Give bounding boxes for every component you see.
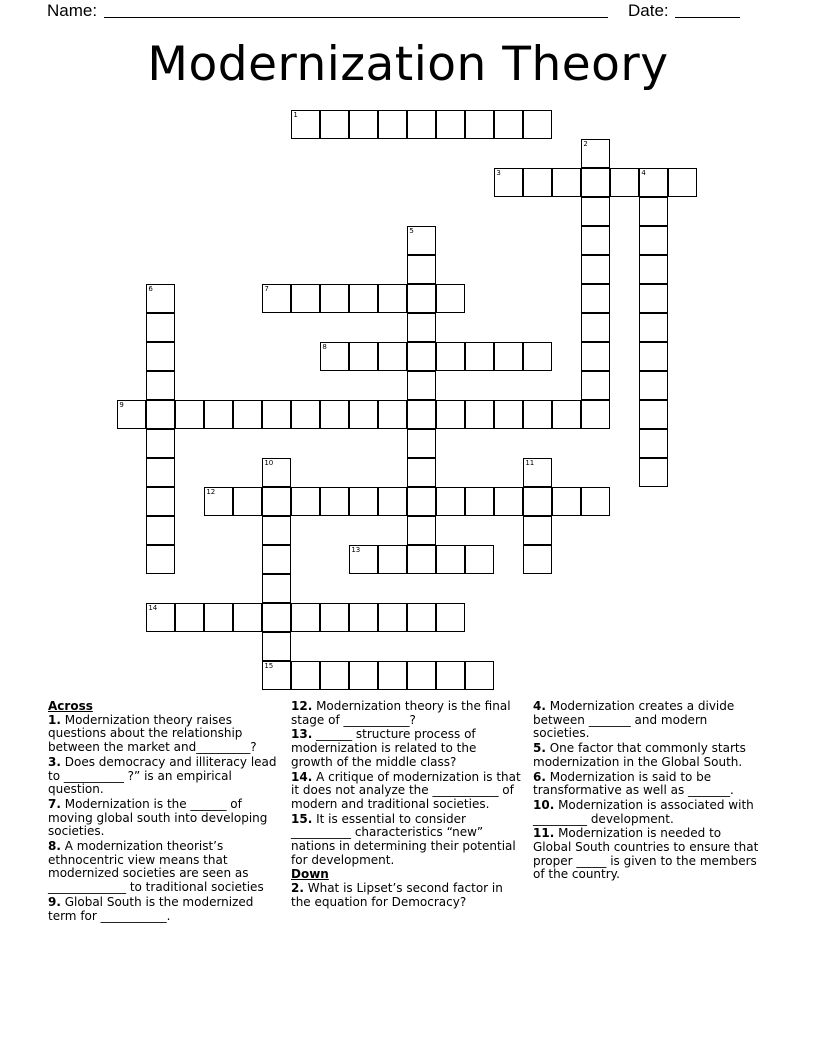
grid-cell[interactable]	[407, 545, 436, 574]
grid-cell[interactable]	[291, 110, 320, 139]
grid-cell[interactable]	[378, 400, 407, 429]
clue-item	[533, 742, 763, 769]
grid-cell[interactable]	[262, 487, 291, 516]
grid-cell[interactable]	[436, 110, 465, 139]
cell-number: 10	[264, 459, 274, 468]
grid-cell[interactable]	[494, 400, 523, 429]
clue-number: 6.	[533, 769, 546, 784]
clue-number: 15.	[291, 811, 313, 826]
grid-cell[interactable]	[146, 516, 175, 545]
clue-item	[533, 827, 763, 882]
clue-number: 14.	[291, 769, 313, 784]
clue-text: It is essential to consider __________ characteristics “new” nations in determining their potential for development.	[291, 811, 516, 867]
grid-cell[interactable]	[262, 516, 291, 545]
grid-cell[interactable]	[639, 284, 668, 313]
date-label: Date:	[628, 1, 669, 20]
grid-cell[interactable]	[436, 342, 465, 371]
grid-cell[interactable]	[668, 168, 697, 197]
grid-cell[interactable]	[465, 487, 494, 516]
grid-cell[interactable]	[581, 487, 610, 516]
grid-cell[interactable]	[349, 284, 378, 313]
grid-cell[interactable]	[639, 168, 668, 197]
clue-item	[48, 896, 283, 923]
grid-cell[interactable]	[639, 197, 668, 226]
grid-cell[interactable]	[378, 487, 407, 516]
cell-number: 4	[641, 169, 646, 178]
cell-number: 6	[148, 285, 153, 294]
cell-number: 13	[351, 546, 361, 555]
grid-cell[interactable]	[407, 400, 436, 429]
cell-number: 2	[583, 140, 588, 149]
clue-number: 12.	[291, 699, 313, 713]
grid-cell[interactable]	[146, 342, 175, 371]
grid-cell[interactable]	[436, 603, 465, 632]
across-heading: Across	[48, 699, 93, 713]
clue-text: What is Lipset’s second factor in the equation for Democracy?	[291, 881, 503, 909]
grid-cell[interactable]	[407, 487, 436, 516]
grid-cell[interactable]	[349, 545, 378, 574]
grid-cell[interactable]	[233, 400, 262, 429]
clue-text: ______ structure process of modernization is related to the growth of the middle class?	[291, 727, 477, 769]
clue-text: A critique of modernization is that it does not analyze the ___________ of modern and traditional societies.	[291, 769, 521, 811]
grid-cell[interactable]	[320, 603, 349, 632]
clue-item	[291, 882, 521, 909]
grid-cell[interactable]	[378, 110, 407, 139]
grid-cell[interactable]	[436, 487, 465, 516]
grid-cell[interactable]	[465, 545, 494, 574]
grid-cell[interactable]	[320, 661, 349, 690]
grid-cell[interactable]	[639, 400, 668, 429]
grid-cell[interactable]	[262, 458, 291, 487]
grid-cell[interactable]	[378, 661, 407, 690]
grid-cell[interactable]	[117, 400, 146, 429]
grid-cell[interactable]	[291, 487, 320, 516]
cell-number: 1	[293, 111, 298, 120]
grid-cell[interactable]	[407, 371, 436, 400]
cell-number: 14	[148, 604, 158, 613]
clue-item	[533, 771, 763, 798]
grid-cell[interactable]	[407, 255, 436, 284]
cell-number: 12	[206, 488, 216, 497]
grid-cell[interactable]	[146, 429, 175, 458]
grid-cell[interactable]	[407, 110, 436, 139]
clue-item	[291, 771, 521, 812]
clue-item	[48, 798, 283, 839]
grid-cell[interactable]	[552, 487, 581, 516]
clue-text: Modernization is associated with _________ development.	[533, 797, 754, 826]
clues-column-1	[48, 700, 283, 924]
grid-cell[interactable]	[407, 516, 436, 545]
name-label: Name:	[47, 1, 98, 20]
grid-cell[interactable]	[146, 313, 175, 342]
grid-cell[interactable]	[349, 487, 378, 516]
grid-cell[interactable]	[349, 400, 378, 429]
grid-cell[interactable]	[378, 342, 407, 371]
grid-cell[interactable]	[465, 110, 494, 139]
grid-cell[interactable]	[494, 168, 523, 197]
grid-cell[interactable]	[262, 632, 291, 661]
grid-cell[interactable]	[552, 400, 581, 429]
clue-number: 10.	[533, 797, 555, 812]
grid-cell[interactable]	[378, 545, 407, 574]
grid-cell[interactable]	[465, 661, 494, 690]
cell-number: 3	[496, 169, 501, 178]
grid-cell[interactable]	[378, 603, 407, 632]
grid-cell[interactable]	[233, 487, 262, 516]
grid-cell[interactable]	[407, 284, 436, 313]
cell-number: 9	[119, 401, 124, 410]
clue-text: Modernization creates a divide between _______ and modern societies.	[533, 699, 735, 741]
clue-text: A modernization theorist’s ethnocentric view means that modernized societies are seen as _____________ to traditional societies	[48, 839, 264, 895]
clue-item	[291, 728, 521, 769]
grid-cell[interactable]	[639, 226, 668, 255]
grid-cell[interactable]	[581, 400, 610, 429]
grid-cell[interactable]	[407, 342, 436, 371]
clue-text: Modernization is the ______ of moving global south into developing societies.	[48, 796, 268, 839]
cell-number: 7	[264, 285, 269, 294]
grid-cell[interactable]	[146, 545, 175, 574]
grid-cell[interactable]	[407, 313, 436, 342]
clue-item	[291, 813, 521, 868]
grid-cell[interactable]	[494, 342, 523, 371]
grid-cell[interactable]	[291, 661, 320, 690]
grid-cell[interactable]	[581, 371, 610, 400]
clue-text: Modernization is said to be transformative as well as _______.	[533, 769, 734, 798]
grid-cell[interactable]	[378, 284, 407, 313]
grid-cell[interactable]	[436, 284, 465, 313]
grid-cell[interactable]	[262, 400, 291, 429]
grid-cell[interactable]	[436, 661, 465, 690]
grid-cell[interactable]	[639, 342, 668, 371]
grid-cell[interactable]	[639, 371, 668, 400]
grid-cell[interactable]	[262, 661, 291, 690]
clue-text: Does democracy and illiteracy lead to __________ ?” is an empirical question.	[48, 754, 277, 797]
grid-cell[interactable]	[581, 255, 610, 284]
grid-cell[interactable]	[146, 284, 175, 313]
grid-cell[interactable]	[349, 603, 378, 632]
clue-item	[48, 840, 283, 895]
grid-cell[interactable]	[436, 545, 465, 574]
grid-cell[interactable]	[320, 342, 349, 371]
grid-cell[interactable]	[436, 400, 465, 429]
clue-text: Global South is the modernized term for ___________.	[48, 894, 254, 923]
grid-cell[interactable]	[639, 313, 668, 342]
clue-number: 5.	[533, 741, 546, 756]
clue-item	[48, 756, 283, 797]
grid-cell[interactable]	[523, 168, 552, 197]
grid-cell[interactable]	[146, 603, 175, 632]
grid-cell[interactable]	[581, 168, 610, 197]
clues-column-2	[291, 700, 521, 911]
clue-item	[291, 700, 521, 727]
grid-cell[interactable]	[233, 603, 262, 632]
grid-cell[interactable]	[581, 284, 610, 313]
grid-cell[interactable]	[581, 313, 610, 342]
clue-number: 1.	[48, 712, 61, 727]
grid-cell[interactable]	[523, 110, 552, 139]
clue-number: 9.	[48, 894, 61, 909]
grid-cell[interactable]	[146, 487, 175, 516]
grid-cell[interactable]	[291, 284, 320, 313]
clue-number: 4.	[533, 699, 546, 713]
grid-cell[interactable]	[175, 603, 204, 632]
grid-cell[interactable]	[465, 400, 494, 429]
clue-text: Modernization theory is the final stage of ___________?	[291, 699, 511, 727]
clue-number: 7.	[48, 796, 61, 811]
grid-cell[interactable]	[610, 168, 639, 197]
grid-cell[interactable]	[146, 400, 175, 429]
grid-cell[interactable]	[581, 226, 610, 255]
grid-cell[interactable]	[262, 545, 291, 574]
clue-item	[533, 700, 763, 741]
clue-text: One factor that commonly starts modernization in the Global South.	[533, 741, 746, 769]
grid-cell[interactable]	[407, 458, 436, 487]
grid-cell[interactable]	[639, 255, 668, 284]
clue-text: Modernization theory raises questions about the relationship between the market and_________?	[48, 712, 257, 755]
grid-cell[interactable]	[320, 487, 349, 516]
grid-cell[interactable]	[320, 284, 349, 313]
grid-cell[interactable]	[523, 516, 552, 545]
clue-number: 8.	[48, 839, 61, 854]
clue-text: Modernization is needed to Global South countries to ensure that proper _____ is given to the members of the country.	[533, 826, 759, 882]
grid-cell[interactable]	[349, 110, 378, 139]
clues-column-3	[533, 700, 763, 883]
grid-cell[interactable]	[204, 603, 233, 632]
grid-cell[interactable]	[407, 661, 436, 690]
grid-cell[interactable]	[639, 429, 668, 458]
grid-cell[interactable]	[146, 458, 175, 487]
grid-cell[interactable]	[146, 371, 175, 400]
grid-cell[interactable]	[349, 661, 378, 690]
clue-item	[533, 799, 763, 826]
grid-cell[interactable]	[523, 458, 552, 487]
grid-cell[interactable]	[320, 400, 349, 429]
grid-cell[interactable]	[262, 284, 291, 313]
grid-cell[interactable]	[407, 603, 436, 632]
clue-number: 13.	[291, 727, 313, 742]
page-title: Modernization Theory	[147, 37, 669, 92]
grid-cell[interactable]	[523, 400, 552, 429]
grid-cell[interactable]	[581, 197, 610, 226]
grid-cell[interactable]	[262, 574, 291, 603]
grid-cell[interactable]	[175, 400, 204, 429]
grid-cell[interactable]	[291, 400, 320, 429]
grid-cell[interactable]	[523, 342, 552, 371]
cell-number: 15	[264, 662, 274, 671]
grid-cell[interactable]	[523, 487, 552, 516]
clue-number: 2.	[291, 881, 304, 896]
cell-number: 11	[525, 459, 535, 468]
grid-cell[interactable]	[494, 110, 523, 139]
cell-number: 8	[322, 343, 327, 352]
grid-cell[interactable]	[262, 603, 291, 632]
clue-number: 11.	[533, 826, 555, 841]
grid-cell[interactable]	[407, 226, 436, 255]
grid-cell[interactable]	[581, 342, 610, 371]
clue-number: 3.	[48, 754, 61, 769]
cell-number: 5	[409, 227, 414, 236]
grid-cell[interactable]	[523, 545, 552, 574]
grid-cell[interactable]	[552, 168, 581, 197]
grid-cell[interactable]	[349, 342, 378, 371]
grid-cell[interactable]	[465, 342, 494, 371]
down-heading: Down	[291, 867, 329, 882]
grid-cell[interactable]	[204, 487, 233, 516]
grid-cell[interactable]	[320, 110, 349, 139]
grid-cell[interactable]	[639, 458, 668, 487]
grid-cell[interactable]	[407, 429, 436, 458]
grid-cell[interactable]	[581, 139, 610, 168]
grid-cell[interactable]	[494, 487, 523, 516]
grid-cell[interactable]	[204, 400, 233, 429]
grid-cell[interactable]	[291, 603, 320, 632]
clue-item	[48, 714, 283, 755]
